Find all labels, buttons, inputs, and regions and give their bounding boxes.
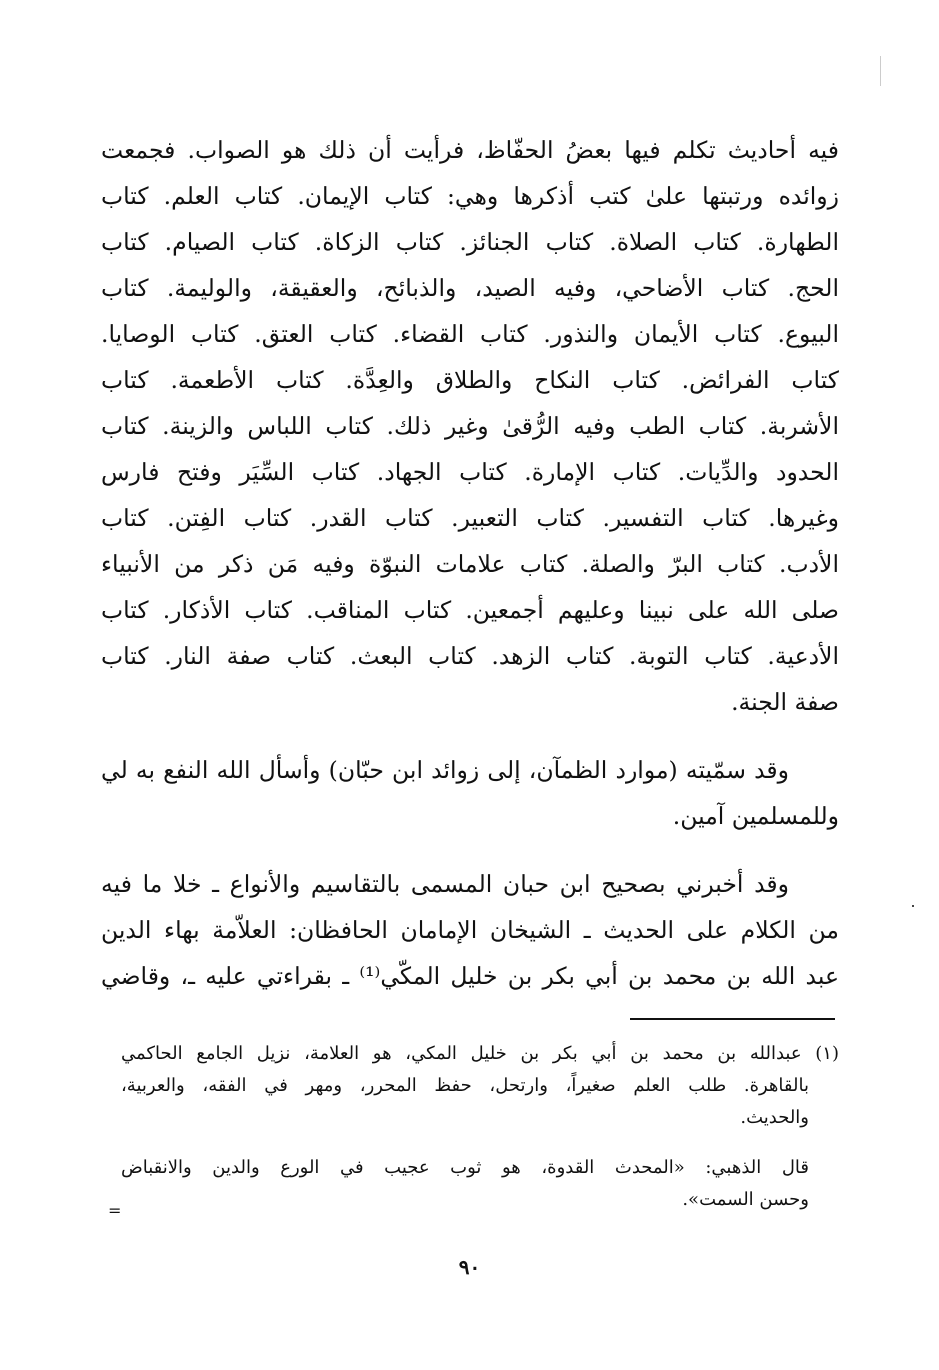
text-line: الطهارة. كتاب الصلاة. كتاب الجنائز. كتاب الزكاة. كتاب الصيام. كتاب: [101, 228, 839, 256]
text-line: وقد أخبرني بصحيح ابن حبان المسمى بالتقاسيم والأنواع ـ خلا ما فيه: [101, 870, 789, 898]
text-line: كتاب الفرائض. كتاب النكاح والطلاق والعِدَّة. كتاب الأطعمة. كتاب: [101, 366, 839, 394]
footnote-line: (١) عبدالله بن محمد بن أبي بكر بن خليل المكي، هو العلامة، نزيل الجامع الحاكمي: [121, 1043, 839, 1064]
text-line: وقد سمّيته (موارد الظمآن، إلى زوائد ابن حبّان) وأسأل الله النفع به لي: [101, 756, 789, 784]
text-line: البيوع. كتاب الأيمان والنذور. كتاب القضاء. كتاب العتق. كتاب الوصايا.: [101, 320, 839, 348]
page-number: ٩٠: [458, 1255, 481, 1279]
text-line: الأشربة. كتاب الطب وفيه الرُّقىٰ وغير ذلك. كتاب اللباس والزينة. كتاب: [101, 412, 839, 440]
text-line: صلى الله على نبينا وعليهم أجمعين. كتاب المناقب. كتاب الأذكار. كتاب: [101, 596, 839, 624]
text-line: وغيرها. كتاب التفسير. كتاب التعبير. كتاب القدر. كتاب الفِتن. كتاب: [101, 504, 839, 532]
text-line: الحدود والدِّيات. كتاب الإمارة. كتاب الجهاد. كتاب السِّيَر وفتح فارس: [101, 458, 839, 486]
text-line: من الكلام على الحديث ـ الشيخان الإمامان الحافظان: العلاّمة بهاء الدين: [101, 916, 839, 944]
footnote-line: وحسن السمت».: [682, 1189, 809, 1210]
footnote-separator: [630, 1018, 835, 1020]
footnote-line: بالقاهرة. طلب العلم صغيراً، وارتحل، حفظ المحرر، ومهر في الفقه، والعربية،: [121, 1075, 809, 1096]
footnote-line: والحديث.: [740, 1107, 809, 1128]
footnote-line: قال الذهبي: «المحدث القدوة، هو ثوب عجيب في الورع والدين والانقباض: [121, 1157, 809, 1178]
text-line: وللمسلمين آمين.: [672, 802, 839, 830]
scan-speck: [912, 905, 914, 907]
text-line: زوائده ورتبتها علىٰ كتب أذكرها وهي: كتاب الإيمان. كتاب العلم. كتاب: [101, 182, 839, 210]
scan-edge: [880, 56, 881, 86]
text-line: صفة الجنة.: [731, 688, 839, 716]
text-line: الحج. كتاب الأضاحي، وفيه الصيد، والذبائح، والعقيقة، والوليمة. كتاب: [101, 274, 839, 302]
text-line: الأدب. كتاب البرّ والصلة. كتاب علامات النبوّة وفيه مَن ذكر من الأنبياء: [101, 550, 839, 578]
text-line: عبد الله بن محمد بن أبي بكر بن خليل المكّي⁽¹⁾ ـ بقراءتي عليه ـ، وقاضي: [101, 962, 839, 990]
text-line: فيه أحاديث تكلم فيها بعضُ الحفّاظ، فرأيت أن ذلك هو الصواب. فجمعت: [101, 136, 839, 164]
text-line: الأدعية. كتاب التوبة. كتاب الزهد. كتاب البعث. كتاب صفة النار. كتاب: [101, 642, 839, 670]
continuation-mark: =: [108, 1201, 122, 1220]
